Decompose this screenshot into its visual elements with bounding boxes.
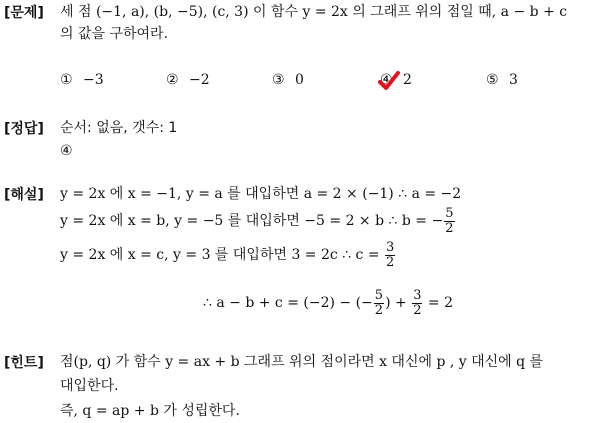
fraction-c [385, 241, 395, 270]
fraction-b [444, 207, 454, 236]
result-text-end: = 2 [427, 295, 454, 311]
choice-1-value: −3 [83, 72, 104, 88]
hint-line2: 대입한다. [60, 378, 119, 394]
fraction-result-1-denominator: 2 [374, 302, 384, 318]
fraction-b-denominator: 2 [445, 220, 454, 236]
choice-2[interactable] [166, 70, 210, 90]
fraction-result-2 [412, 289, 422, 318]
fraction-c-numerator: 3 [386, 239, 395, 255]
fraction-b-numerator: 5 [445, 205, 454, 221]
hint-line1: 점(p, q) 가 함수 y = ax + b 그래프 위의 점이라면 x 대신에 p , y 대신에 q 를 [60, 354, 544, 370]
choice-4-number: ④ [380, 72, 393, 88]
choice-3-value: 0 [295, 72, 304, 88]
choice-4-value: 2 [403, 72, 412, 88]
choice-2-number: ② [166, 72, 179, 88]
explanation-line1: y = 2x 에 x = −1, y = a 를 대입하면 a = 2 × (−1) ∴ a = −2 [60, 186, 462, 202]
choice-5-value: 3 [509, 72, 518, 88]
result-text-start: ∴ a − b + c = (−2) − (− [203, 295, 373, 311]
choice-3[interactable] [272, 70, 304, 90]
choice-1-number: ① [60, 72, 73, 88]
choice-5-number: ⑤ [486, 72, 499, 88]
fraction-c-denominator: 2 [386, 254, 395, 270]
choice-2-value: −2 [189, 72, 210, 88]
answer-meta: 순서: 없음, 갯수: 1 [60, 120, 178, 136]
answer-choice: ④ [60, 143, 73, 159]
fraction-result-1 [374, 289, 384, 318]
fraction-result-1-numerator: 5 [374, 287, 384, 303]
explanation-label: [해설] [4, 187, 44, 203]
explanation-line3 [60, 240, 396, 270]
choice-3-number: ③ [272, 72, 285, 88]
explanation-line2 [60, 206, 456, 236]
answer-label: [정답] [4, 121, 44, 137]
hint-label: [힌트] [4, 355, 44, 371]
problem-text-line2: 의 값을 구하여라. [60, 26, 169, 42]
result-text-mid: ) + [385, 295, 407, 311]
fraction-result-2-denominator: 2 [413, 302, 422, 318]
choice-1[interactable] [60, 70, 104, 90]
explanation-line2-text: y = 2x 에 x = b, y = −5 를 대입하면 −5 = 2 × b ∴ b = − [60, 213, 444, 229]
choice-5[interactable] [486, 70, 518, 90]
problem-text-line1: 세 점 (−1, a), (b, −5), (c, 3) 이 함수 y = 2x 의 그래프 위의 점일 때, a − b + c [60, 4, 568, 20]
explanation-line3-text: y = 2x 에 x = c, y = 3 를 대입하면 3 = 2c ∴ c = [60, 247, 380, 263]
hint-line3: 즉, q = ap + b 가 성립한다. [60, 403, 240, 419]
problem-label: [문제] [4, 5, 44, 21]
check-mark-icon [377, 70, 401, 92]
fraction-result-2-numerator: 3 [413, 287, 422, 303]
explanation-result [203, 286, 453, 320]
